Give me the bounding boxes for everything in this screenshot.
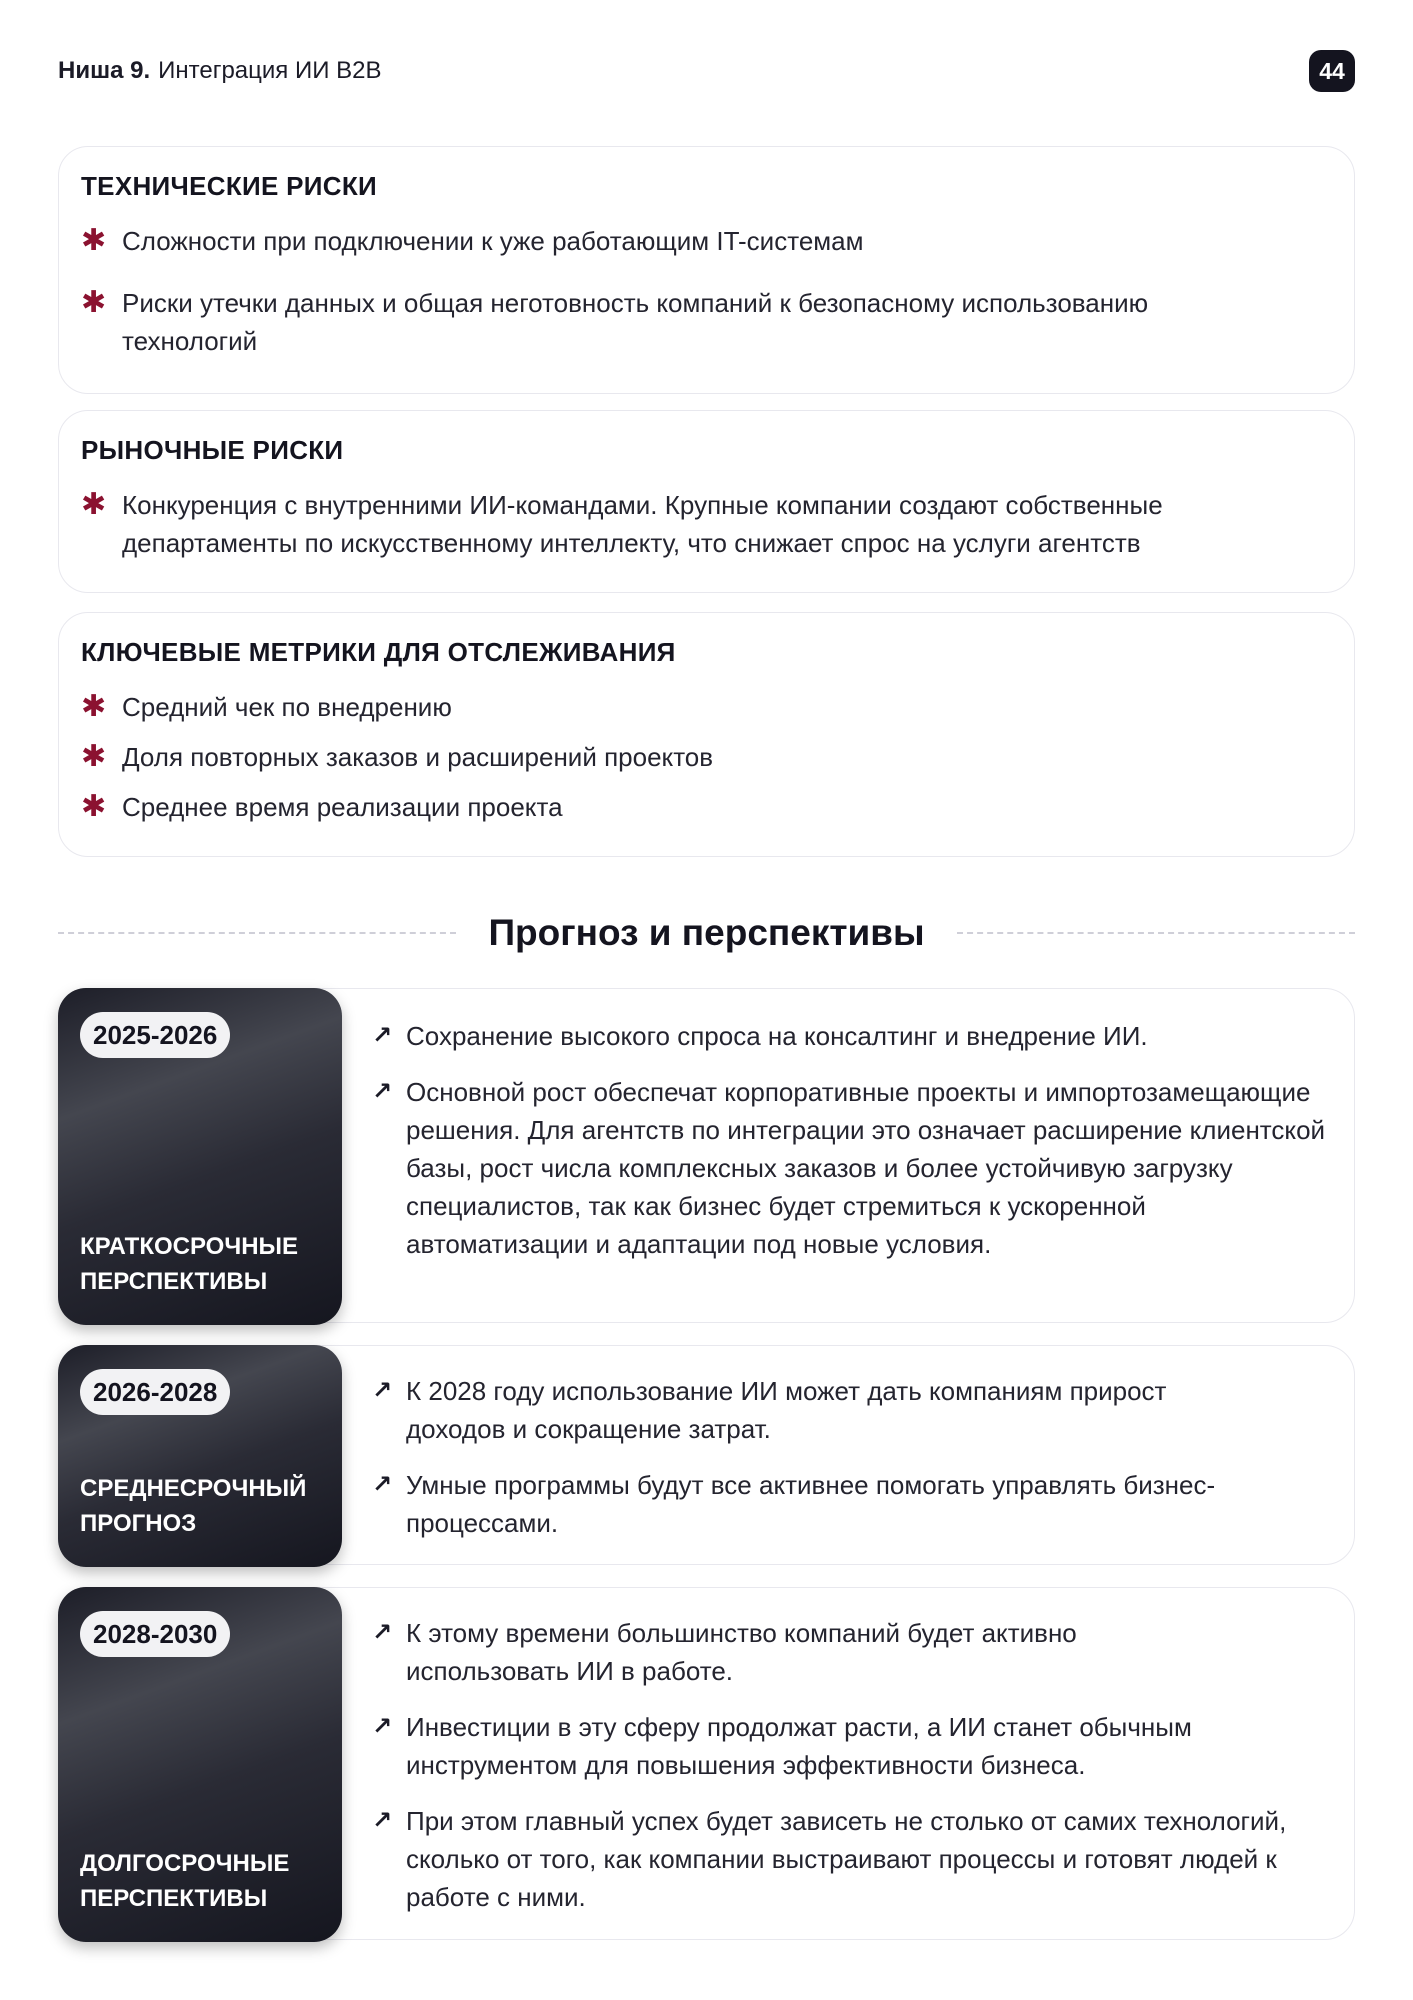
asterisk-bullet-icon: ✱ bbox=[81, 488, 107, 521]
list-item bbox=[81, 284, 1330, 360]
arrow-up-right-icon: ↗ bbox=[372, 1078, 393, 1105]
key-metrics-card bbox=[58, 612, 1355, 857]
list-item-text: Конкуренция с внутренними ИИ-командами. Крупные компании создают собственные департаменты по искусственному интеллекту, что снижает спрос на услуги агентств bbox=[122, 490, 1163, 558]
list-item bbox=[81, 788, 1330, 826]
period-panel bbox=[58, 988, 342, 1325]
asterisk-bullet-icon: ✱ bbox=[81, 790, 107, 823]
arrow-up-right-icon: ↗ bbox=[372, 1619, 393, 1646]
period-label: СРЕДНЕСРОЧНЫЙ ПРОГНОЗ bbox=[80, 1475, 307, 1537]
forecast-items bbox=[372, 1372, 1330, 1560]
arrow-up-right-icon: ↗ bbox=[372, 1807, 393, 1834]
dashed-divider-left bbox=[58, 932, 456, 934]
list-item bbox=[81, 486, 1330, 562]
list-item-text: Доля повторных заказов и расширений проектов bbox=[122, 742, 714, 772]
period-label: КРАТКОСРОЧНЫЕ ПЕРСПЕКТИВЫ bbox=[80, 1233, 299, 1295]
list-item bbox=[81, 222, 1330, 260]
year-range-badge: 2026-2028 bbox=[80, 1369, 230, 1415]
forecast-item bbox=[372, 1466, 1330, 1542]
forecast-item-text: К 2028 году использование ИИ может дать компаниям прирост доходов и сокращение затрат. bbox=[406, 1376, 1167, 1444]
page-header bbox=[58, 50, 1355, 92]
forecast-item-text: К этому времени большинство компаний будет активно использовать ИИ в работе. bbox=[406, 1618, 1077, 1686]
forecast-card-mid-term bbox=[58, 1345, 1355, 1565]
forecast-card-long-term bbox=[58, 1587, 1355, 1940]
forecast-item bbox=[372, 1708, 1330, 1784]
period-label: ДОЛГОСРОЧНЫЕ ПЕРСПЕКТИВЫ bbox=[80, 1850, 290, 1912]
list-item-text: Риски утечки данных и общая неготовность компаний к безопасному использованию технологий bbox=[122, 288, 1149, 356]
arrow-up-right-icon: ↗ bbox=[372, 1377, 393, 1404]
forecast-item bbox=[372, 1802, 1330, 1916]
forecast-item bbox=[372, 1073, 1330, 1263]
forecast-item-text: Сохранение высокого спроса на консалтинг и внедрение ИИ. bbox=[406, 1021, 1148, 1051]
list-item-text: Средний чек по внедрению bbox=[122, 692, 452, 722]
technical-risks-card bbox=[58, 146, 1355, 394]
list-item bbox=[81, 738, 1330, 776]
forecast-items bbox=[372, 1614, 1330, 1934]
arrow-up-right-icon: ↗ bbox=[372, 1471, 393, 1498]
list-item bbox=[81, 688, 1330, 726]
asterisk-bullet-icon: ✱ bbox=[81, 690, 107, 723]
forecast-item-text: Умные программы будут все активнее помогать управлять бизнес-процессами. bbox=[406, 1470, 1216, 1538]
forecast-items bbox=[372, 1017, 1330, 1281]
period-panel bbox=[58, 1587, 342, 1942]
arrow-up-right-icon: ↗ bbox=[372, 1713, 393, 1740]
market-risks-card bbox=[58, 410, 1355, 593]
year-range-badge: 2028-2030 bbox=[80, 1611, 230, 1657]
period-panel bbox=[58, 1345, 342, 1567]
niche-number: Ниша 9. bbox=[58, 57, 151, 84]
forecast-card-short-term bbox=[58, 988, 1355, 1323]
list-item-text: Сложности при подключении к уже работающим IT-системам bbox=[122, 226, 864, 256]
list-item-text: Среднее время реализации проекта bbox=[122, 792, 563, 822]
forecast-item-text: Основной рост обеспечат корпоративные проекты и импортозамещающие решения. Для агентств по интеграции это означает расширение клиентской базы, рост числа комплексных заказов и более устойчивую загрузку специалистов, так как бизнес будет стремиться к ускоренной автоматизации и адаптации под новые условия. bbox=[406, 1077, 1326, 1259]
forecast-section-title: Прогноз и перспективы bbox=[488, 912, 925, 953]
forecast-item bbox=[372, 1017, 1330, 1055]
forecast-section-header bbox=[58, 908, 1355, 958]
asterisk-bullet-icon: ✱ bbox=[81, 224, 107, 257]
dashed-divider-right bbox=[957, 932, 1355, 934]
forecast-item bbox=[372, 1372, 1330, 1448]
niche-topic: Интеграция ИИ B2B bbox=[158, 57, 382, 84]
forecast-item-text: При этом главный успех будет зависеть не столько от самих технологий, сколько от того, как компании выстраивают процессы и готовят людей к работе с ними. bbox=[406, 1806, 1287, 1912]
page-number-badge: 44 bbox=[1309, 50, 1355, 92]
asterisk-bullet-icon: ✱ bbox=[81, 286, 107, 319]
arrow-up-right-icon: ↗ bbox=[372, 1022, 393, 1049]
asterisk-bullet-icon: ✱ bbox=[81, 740, 107, 773]
year-range-badge: 2025-2026 bbox=[80, 1012, 230, 1058]
forecast-item-text: Инвестиции в эту сферу продолжат расти, а ИИ станет обычным инструментом для повышения эффективности бизнеса. bbox=[406, 1712, 1192, 1780]
key-metrics-title: КЛЮЧЕВЫЕ МЕТРИКИ ДЛЯ ОТСЛЕЖИВАНИЯ bbox=[81, 637, 676, 667]
market-risks-title: РЫНОЧНЫЕ РИСКИ bbox=[81, 435, 344, 465]
breadcrumb bbox=[58, 57, 382, 85]
forecast-item bbox=[372, 1614, 1330, 1690]
technical-risks-title: ТЕХНИЧЕСКИЕ РИСКИ bbox=[81, 171, 378, 201]
